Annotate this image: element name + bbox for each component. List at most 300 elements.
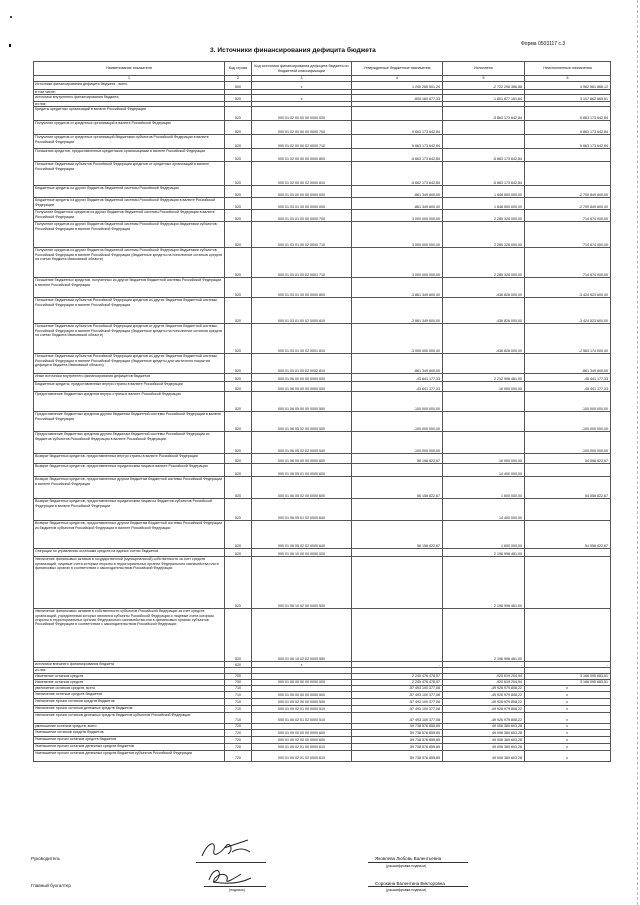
cell-code: 000 01 06 05 00 00 0000 600 xyxy=(252,454,352,464)
cell-code: 000 01 03 01 00 00 0000 800 xyxy=(252,278,352,298)
cell-name: Погашение бюджетами субъектов Российской Федерации кредитов из других бюджетов бюджетной системы Российской Федерации в валюте Российской Федерации (бюджетные кредиты для частичного покрытия дефицита бюджета Ивановской области) xyxy=(34,354,225,374)
header-code: Код источника финансирования дефицита бюджета по бюджетной классификации xyxy=(252,62,352,76)
cell-approved xyxy=(352,464,443,477)
cell-line: 520 xyxy=(225,412,252,432)
cell-code: 000 01 06 05 00 00 0000 000 xyxy=(252,382,352,392)
signature-line xyxy=(196,862,266,863)
cell-name: Возврат бюджетных кредитов, предоставленных юридическим лицам в валюте Российской Федерации xyxy=(34,464,225,477)
scan-speck xyxy=(9,44,11,47)
cell-name: из них: xyxy=(34,668,225,673)
cell-name: Возврат бюджетных кредитов, предоставленных другим бюджетам бюджетной системы Российской Федерации из бюджетов субъектов Российской Федерации в валюте Российской Федерации xyxy=(34,521,225,549)
column-number: 6 xyxy=(525,76,611,82)
cell-code: 000 01 05 00 00 00 0000 600 xyxy=(252,729,352,736)
cell-name: Увеличение остатков средств бюджетов xyxy=(34,691,225,698)
cell-approved: -100 000 000,00 xyxy=(352,432,443,454)
cell-approved xyxy=(352,609,443,662)
cell-executed: 2 196 996 481,00 xyxy=(443,549,525,557)
cell-approved: -100 000 000,00 xyxy=(352,392,443,412)
cell-code: 000 01 05 02 01 00 0000 610 xyxy=(252,743,352,750)
table-row xyxy=(34,549,611,557)
table-row xyxy=(34,750,611,761)
cell-code: 000 01 06 05 02 00 0000 600 xyxy=(252,477,352,499)
cell-approved: 3 000 000 000,00 xyxy=(352,210,443,222)
cell-executed: 1 848 500 000,00 xyxy=(443,198,525,210)
cell-code: 000 01 02 00 00 00 0000 700 xyxy=(252,121,352,135)
form-code: Форма 0503117 с.3 xyxy=(521,41,566,47)
table-row xyxy=(34,454,611,464)
cell-unexecuted: -2 563 174 000,00 xyxy=(525,324,611,354)
cell-approved: 2 245 476 478,57 xyxy=(352,673,443,679)
table-row xyxy=(34,464,611,477)
cell-unexecuted: -45 441 177,33 xyxy=(525,374,611,382)
cell-unexecuted: 5 663 173 642,84 xyxy=(525,135,611,149)
cell-executed: -49 926 979 808,22 xyxy=(443,705,525,712)
cell-executed: -49 926 979 808,22 xyxy=(443,685,525,691)
cell-code: 000 01 06 05 01 02 0000 640 xyxy=(252,499,352,521)
cell-unexecuted: x xyxy=(525,736,611,743)
table-row xyxy=(34,477,611,499)
cell-line: 520 xyxy=(225,454,252,464)
cell-line: 710 xyxy=(225,698,252,705)
cell-approved: -43 641 177,33 xyxy=(352,382,443,392)
cell-name: Получение бюджетных кредитов из других бюджетов бюджетной системы Российской Федерации в валюте Российской Федерации xyxy=(34,210,225,222)
cell-code: 000 01 05 02 01 02 0000 510 xyxy=(252,712,352,723)
cell-name: Уменьшение прочих остатков денежных средств бюджетов субъектов Российской Федерации xyxy=(34,750,225,761)
cell-unexecuted: 5 863 173 642,84 xyxy=(525,121,611,135)
cell-approved: -100 000 000,00 xyxy=(352,412,443,432)
cell-executed: 16 000 000,00 xyxy=(443,382,525,392)
cell-executed xyxy=(443,392,525,412)
table-row xyxy=(34,82,611,90)
cell-code: 000 01 03 01 00 00 0000 000 xyxy=(252,198,352,210)
cell-executed: 49 006 360 603,28 xyxy=(443,723,525,729)
cell-line: 520 xyxy=(225,477,252,499)
table-row xyxy=(34,736,611,743)
cell-name: Бюджетные кредиты из других бюджетов бюджетной системы Российской Федерации в валюте Российской Федерации xyxy=(34,198,225,210)
cell-line: 520 xyxy=(225,499,252,521)
cell-unexecuted xyxy=(525,464,611,477)
table-row xyxy=(34,609,611,662)
table-row xyxy=(34,712,611,723)
table-row xyxy=(34,95,611,102)
table-row xyxy=(34,698,611,705)
cell-unexecuted: x xyxy=(525,698,611,705)
cell-approved: -861 349 600,00 xyxy=(352,198,443,210)
cell-code: x xyxy=(252,95,352,102)
cell-name: Бюджетные кредиты из других бюджетов бюджетной системы Российской Федерации xyxy=(34,186,225,198)
cell-name: Предоставление бюджетных кредитов другим бюджетам бюджетной системы Российской Федерации в валюте Российской Федерации xyxy=(34,412,225,432)
head-label: Руководитель xyxy=(31,856,60,861)
cell-executed: 2 285 326 000,00 xyxy=(443,248,525,278)
table-row xyxy=(34,135,611,149)
cell-line: 520 xyxy=(225,609,252,662)
cell-executed xyxy=(443,121,525,135)
cell-name: увеличение остатков средств, всего xyxy=(34,685,225,691)
cell-line: 520 xyxy=(225,432,252,454)
signature-line xyxy=(204,886,266,887)
cell-approved: 3 000 000 000,00 xyxy=(352,222,443,248)
cell-line: 520 xyxy=(225,121,252,135)
cell-line: 520 xyxy=(225,95,252,102)
cell-unexecuted xyxy=(525,162,611,186)
cell-unexecuted: -2 709 849 600,00 xyxy=(525,186,611,198)
cell-approved: 59 738 576 855,65 xyxy=(352,736,443,743)
cell-unexecuted: -2 709 849 600,00 xyxy=(525,198,611,210)
table-row xyxy=(34,107,611,121)
cell-executed: -1 801 677 161,64 xyxy=(443,95,525,102)
cell-unexecuted: -3 424 523 600,00 xyxy=(525,298,611,324)
cell-name: Уменьшение прочих остатков денежных средств бюджетов xyxy=(34,743,225,750)
cell-approved: -861 349 600,00 xyxy=(352,354,443,374)
cell-code: 000 01 05 00 00 00 0000 000 xyxy=(252,679,352,685)
cell-code: 000 01 02 00 00 02 0000 710 xyxy=(252,135,352,149)
cell-executed: -436 826 000,00 xyxy=(443,278,525,298)
cell-approved: -43 641 177,33 xyxy=(352,374,443,382)
cell-executed: -920 619 204,94 xyxy=(443,679,525,685)
table-row xyxy=(34,210,611,222)
cell-line: 620 xyxy=(225,662,252,668)
cell-line: 520 xyxy=(225,298,252,324)
table-row xyxy=(34,121,611,135)
table-row xyxy=(34,743,611,750)
cell-code: 000 01 06 05 02 02 0000 540 xyxy=(252,432,352,454)
cell-executed xyxy=(443,135,525,149)
cell-line: 720 xyxy=(225,729,252,736)
cell-executed xyxy=(443,354,525,374)
cell-executed: 1 600 000,00 xyxy=(443,521,525,549)
cell-line: 520 xyxy=(225,186,252,198)
cell-unexecuted xyxy=(525,549,611,557)
cell-line: 500 xyxy=(225,82,252,90)
header-line: Код строки xyxy=(225,62,252,76)
cell-unexecuted: 714 674 000,00 xyxy=(525,222,611,248)
cell-name: Погашение кредитов, предоставленных кредитными организациями в валюте Российской Федерации xyxy=(34,149,225,162)
column-number: 3 xyxy=(252,76,352,82)
cell-approved: -57 493 100 377,08 xyxy=(352,685,443,691)
cell-line: 720 xyxy=(225,723,252,729)
cell-executed: 14 400 000,00 xyxy=(443,499,525,521)
table-row xyxy=(34,278,611,298)
cell-name: Изменение остатков средств xyxy=(34,679,225,685)
cell-name: Бюджетные кредиты, предоставленные внутри страны в валюте Российской Федерации xyxy=(34,382,225,392)
cell-unexecuted: 4 962 561 868,12 xyxy=(525,82,611,90)
cell-name: Операции по управлению остатками средств на единых счетах бюджетов xyxy=(34,549,225,557)
cell-code: 000 01 03 00 00 00 0000 000 xyxy=(252,186,352,198)
cell-code: 000 01 03 01 00 00 0000 700 xyxy=(252,210,352,222)
cell-name: Возврат бюджетных кредитов, предоставленных внутри страны в валюте Российской Федерации xyxy=(34,454,225,464)
cell-executed: -5 863 173 642,84 xyxy=(443,149,525,162)
cell-name: Увеличение финансовых активов в государственной (муниципальной) собственности за счет средств организаций, лицевые счета которым открыты в территориальных органах Федерального казначейства или в финансовых органах в соответствии с законодательством Российской Федерации xyxy=(34,557,225,609)
cell-name: в том числе: xyxy=(34,90,225,95)
handwritten-signature xyxy=(198,836,258,862)
cell-unexecuted: -3 424 523 600,00 xyxy=(525,278,611,298)
cell-code: 000 01 03 01 00 02 0001 710 xyxy=(252,248,352,278)
header-name: Наименование показателя xyxy=(34,62,225,76)
cell-unexecuted xyxy=(525,499,611,521)
cell-name: Получение кредитов из других бюджетов бюджетной системы Российской Федерации бюджетами субъектов Российской Федерации в валюте Российской Федерации xyxy=(34,222,225,248)
cell-approved: 59 738 576 855,65 xyxy=(352,729,443,736)
cell-approved: 59 738 576 855,65 xyxy=(352,743,443,750)
name-caption: (расшифровка подписи) xyxy=(386,864,427,868)
column-number: 5 xyxy=(443,76,525,82)
cell-code: 000 01 05 02 01 02 0000 610 xyxy=(252,750,352,761)
cell-line: 520 xyxy=(225,549,252,557)
table-row xyxy=(34,382,611,392)
chief-signature xyxy=(205,864,261,888)
cell-approved: 3 000 000 000,00 xyxy=(352,248,443,278)
sign-caption: (подпись) xyxy=(229,888,245,892)
name-line xyxy=(368,886,468,887)
cell-unexecuted: -861 349 600,00 xyxy=(525,354,611,374)
table-row xyxy=(34,149,611,162)
cell-name: Получение кредитов из других бюджетов бюджетной системы Российской Федерации бюджетами субъектов Российской Федерации в валюте Российской Федерации (бюджетные кредиты на пополнение остатков средств на счетах бюджета Ивановской области) xyxy=(34,248,225,278)
cell-unexecuted: x xyxy=(525,743,611,750)
cell-unexecuted: 3 166 095 683,51 xyxy=(525,679,611,685)
cell-executed: 14 400 000,00 xyxy=(443,464,525,477)
cell-name: Увеличение прочих остатков средств бюджетов xyxy=(34,698,225,705)
cell-line: 520 xyxy=(225,382,252,392)
cell-name: Изменение остатков средств xyxy=(34,673,225,679)
cell-unexecuted: x xyxy=(525,750,611,761)
cell-name: Увеличение прочих остатков денежных средств бюджетов xyxy=(34,705,225,712)
cell-executed: -2 722 296 366,88 xyxy=(443,82,525,90)
cell-unexecuted: 3 107 862 665,61 xyxy=(525,95,611,102)
cell-line: 520 xyxy=(225,222,252,248)
scan-edge xyxy=(634,0,638,905)
cell-line: 520 xyxy=(225,198,252,210)
cell-executed: -436 826 000,00 xyxy=(443,324,525,354)
table-row xyxy=(34,162,611,186)
cell-name: Уменьшение остатков средств бюджетов xyxy=(34,729,225,736)
cell-approved: -861 349 600,00 xyxy=(352,186,443,198)
cell-approved: 56 158 822,67 xyxy=(352,521,443,549)
header-unexecuted: Неисполненные назначения xyxy=(525,62,611,76)
header-approved: Утвержденные бюджетные назначения xyxy=(352,62,443,76)
cell-approved: -805 160 877,33 xyxy=(352,95,443,102)
cell-name: Источники финансирования дефицита бюджета - всего xyxy=(34,82,225,90)
cell-approved: -57 493 100 377,08 xyxy=(352,705,443,712)
cell-code: 000 01 03 01 00 02 0001 810 xyxy=(252,324,352,354)
cell-approved: 59 738 576 855,65 xyxy=(352,750,443,761)
cell-line: 710 xyxy=(225,691,252,698)
cell-unexecuted: x xyxy=(525,712,611,723)
cell-line: 720 xyxy=(225,750,252,761)
cell-executed: -49 926 979 808,22 xyxy=(443,691,525,698)
cell-line: 520 xyxy=(225,557,252,609)
cell-code: 000 01 05 02 01 00 0000 510 xyxy=(252,705,352,712)
table-row xyxy=(34,499,611,521)
sources-table xyxy=(33,61,611,762)
chief-label: Главный бухгалтер xyxy=(31,883,71,888)
cell-approved xyxy=(352,549,443,557)
cell-name: Погашение бюджетами субъектов Российской Федерации кредитов от других бюджетов бюджетной системы Российской Федерации в валюте Российской Федерации (бюджетные кредиты на пополнение остатков средств на счетах бюджета Ивановской области) xyxy=(34,324,225,354)
cell-unexecuted: 54 558 822,67 xyxy=(525,521,611,549)
cell-unexecuted: -100 000 000,00 xyxy=(525,432,611,454)
cell-executed: 1 846 500 000,00 xyxy=(443,186,525,198)
handwritten-signature xyxy=(205,864,261,888)
name-caption: (расшифровка подписи) xyxy=(386,888,427,892)
cell-approved: - xyxy=(352,662,443,668)
name-line xyxy=(368,862,468,863)
cell-approved: -5 662 173 642,84 xyxy=(352,162,443,186)
table-row xyxy=(34,354,611,374)
cell-executed: -49 926 979 808,22 xyxy=(443,698,525,705)
cell-code: 000 01 06 10 02 00 0000 500 xyxy=(252,557,352,609)
cell-unexecuted: -100 000 000,00 xyxy=(525,412,611,432)
cell-executed: -5 863 173 642,84 xyxy=(443,107,525,121)
cell-code: 000 01 05 02 00 00 0000 500 xyxy=(252,698,352,705)
cell-code: x xyxy=(252,662,352,668)
cell-approved: -3 861 349 600,00 xyxy=(352,278,443,298)
cell-executed: -436 826 000,00 xyxy=(443,298,525,324)
table-row xyxy=(34,392,611,412)
cell-executed: -49 926 979 808,22 xyxy=(443,712,525,723)
cell-code: 000 01 06 10 02 02 0000 550 xyxy=(252,609,352,662)
cell-name: Погашение бюджетами субъектов Российской Федерации кредитов от кредитных организаций в валюте Российской Федерации xyxy=(34,162,225,186)
cell-code: 000 01 05 00 00 00 0000 500 xyxy=(252,691,352,698)
cell-line: 520 xyxy=(225,107,252,121)
table-row xyxy=(34,432,611,454)
cell-line: 520 xyxy=(225,149,252,162)
cell-line: 520 xyxy=(225,248,252,278)
table-row xyxy=(34,374,611,382)
cell-unexecuted: x xyxy=(525,691,611,698)
cell-code: 000 01 02 00 00 00 0000 800 xyxy=(252,149,352,162)
cell-line: 520 xyxy=(225,464,252,477)
chief-name: Сорокина Валентина Викторовна xyxy=(375,881,445,886)
table-row xyxy=(34,186,611,198)
cell-executed: 49 006 360 603,28 xyxy=(443,736,525,743)
cell-executed: 2 285 326 000,00 xyxy=(443,222,525,248)
cell-code: 000 01 06 10 00 00 0000 000 xyxy=(252,549,352,557)
cell-code: x xyxy=(252,82,352,90)
table-row xyxy=(34,729,611,736)
cell-unexecuted: x xyxy=(525,723,611,729)
cell-unexecuted: - xyxy=(525,662,611,668)
cell-executed: 2 285 326 000,00 xyxy=(443,210,525,222)
cell-unexecuted: x xyxy=(525,685,611,691)
page-title: 3. Источники финансирования дефицита бюджета xyxy=(210,47,376,54)
cell-unexecuted xyxy=(525,557,611,609)
cell-line: 520 xyxy=(225,278,252,298)
cell-name: Предоставление бюджетных кредитов внутри страны в валюте Российской Федерации xyxy=(34,392,225,412)
cell-approved xyxy=(352,499,443,521)
cell-executed: -920 619 204,94 xyxy=(443,673,525,679)
cell-name: Погашение бюджетных кредитов, полученных из других бюджетов бюджетной системы Российской Федерации в валюте Российской Федерации xyxy=(34,278,225,298)
cell-unexecuted: 714 674 000,00 xyxy=(525,210,611,222)
cell-line: 700 xyxy=(225,679,252,685)
cell-unexecuted xyxy=(525,609,611,662)
cell-executed: 2 212 996 481,00 xyxy=(443,374,525,382)
table-row xyxy=(34,705,611,712)
cell-approved xyxy=(352,107,443,121)
cell-name: Погашение бюджетами субъектов Российской Федерации кредитов из других бюджетов бюджетной системы Российской Федерации в валюте Российской Федерации xyxy=(34,298,225,324)
column-number: 4 xyxy=(352,76,443,82)
cell-unexecuted: 54 558 822,67 xyxy=(525,454,611,464)
cell-unexecuted: x xyxy=(525,705,611,712)
cell-name: Уменьшение прочих остатков средств бюджетов xyxy=(34,736,225,743)
cell-unexecuted: 5 863 173 642,84 xyxy=(525,107,611,121)
table-row xyxy=(34,324,611,354)
cell-name: Получение кредитов от кредитных организаций в валюте Российской Федерации xyxy=(34,121,225,135)
cell-unexecuted: 714 674 000,00 xyxy=(525,248,611,278)
cell-code: 000 01 06 00 00 00 0000 000 xyxy=(252,374,352,382)
cell-code: 000 01 03 01 00 02 0000 810 xyxy=(252,298,352,324)
cell-line: 520 xyxy=(225,392,252,412)
table-row xyxy=(34,198,611,210)
cell-code: 000 01 02 00 00 00 0000 000 xyxy=(252,107,352,121)
cell-executed: - xyxy=(443,662,525,668)
cell-line: 710 xyxy=(225,712,252,723)
cell-line: 710 xyxy=(225,705,252,712)
cell-line: 520 xyxy=(225,135,252,149)
cell-line: 710 xyxy=(225,685,252,691)
cell-approved: 2 245 476 478,57 xyxy=(352,679,443,685)
cell-code: 000 01 06 05 02 00 0000 500 xyxy=(252,412,352,432)
cell-code: 000 01 06 05 01 00 0000 600 xyxy=(252,464,352,477)
cell-executed: 1 600 000,00 xyxy=(443,477,525,499)
table-row xyxy=(34,248,611,278)
table-header xyxy=(34,62,611,76)
cell-name: Увеличение финансовых активов в собственности субъектов Российской Федерации за счет средств организаций, учредителями которых являются субъекты Российской Федерации и лицевые счета которым открыты в территориальных органах Федерального казначейства или в финансовых органах субъектов Российской Федерации в соответствии с законодательством Российской Федерации xyxy=(34,609,225,662)
cell-approved: 1 240 265 501,24 xyxy=(352,82,443,90)
head-name: Яковлева Любовь Валентьевна xyxy=(375,856,442,861)
cell-approved: -3 000 000 000,00 xyxy=(352,324,443,354)
table-row xyxy=(34,557,611,609)
cell-code: 000 01 06 05 00 00 0000 500 xyxy=(252,392,352,412)
cell-approved: 56 158 822,67 xyxy=(352,454,443,464)
cell-unexecuted: -45 441 177,33 xyxy=(525,382,611,392)
cell-approved: -3 861 349 600,00 xyxy=(352,298,443,324)
cell-name: Предоставление бюджетных кредитов другим бюджетам бюджетной системы Российской Федерации из бюджетов субъектов Российской Федерации в валюте Российской Федерации xyxy=(34,432,225,454)
cell-code: 000 01 03 01 00 02 0002 810 xyxy=(252,354,352,374)
cell-line: 720 xyxy=(225,743,252,750)
cell-line: 520 xyxy=(225,374,252,382)
cell-name: источники внутреннего финансирования бюджета xyxy=(34,95,225,102)
table-row xyxy=(34,298,611,324)
cell-line: 700 xyxy=(225,673,252,679)
column-number: 1 xyxy=(34,76,225,82)
cell-line: 520 xyxy=(225,324,252,354)
cell-line: 520 xyxy=(225,354,252,374)
cell-line: 520 xyxy=(225,162,252,186)
head-signature xyxy=(198,836,258,862)
cell-executed xyxy=(443,432,525,454)
cell-executed: 49 006 360 603,28 xyxy=(443,743,525,750)
cell-approved: 56 158 822,67 xyxy=(352,477,443,499)
cell-code: 000 01 06 05 02 02 0000 640 xyxy=(252,521,352,549)
cell-executed: 49 006 360 603,28 xyxy=(443,750,525,761)
cell-approved: -57 493 100 377,08 xyxy=(352,712,443,723)
cell-name: из них: xyxy=(34,102,225,107)
cell-approved: -5 663 173 642,84 xyxy=(352,149,443,162)
cell-executed: 2 196 996 461,00 xyxy=(443,609,525,662)
table-row xyxy=(34,222,611,248)
cell-unexecuted: 3 166 095 683,51 xyxy=(525,673,611,679)
cell-code: 000 01 05 02 00 00 0000 600 xyxy=(252,736,352,743)
column-number: 2 xyxy=(225,76,252,82)
cell-unexecuted: x xyxy=(525,729,611,736)
cell-approved: -57 493 100 377,08 xyxy=(352,691,443,698)
scan-speck xyxy=(10,16,12,18)
cell-name: Возврат бюджетных кредитов, предоставленных юридическим лицам из бюджетов субъектов Российской Федерации в валюте Российской Федерации xyxy=(34,499,225,521)
cell-approved: 59 738 576 855,65 xyxy=(352,723,443,729)
cell-approved: 5 663 173 642,84 xyxy=(352,135,443,149)
cell-executed xyxy=(443,412,525,432)
cell-executed: -5 863 173 642,84 xyxy=(443,162,525,186)
cell-line: 520 xyxy=(225,521,252,549)
cell-name: Увеличение прочих остатков денежных средств бюджетов субъектов Российской Федерации xyxy=(34,712,225,723)
